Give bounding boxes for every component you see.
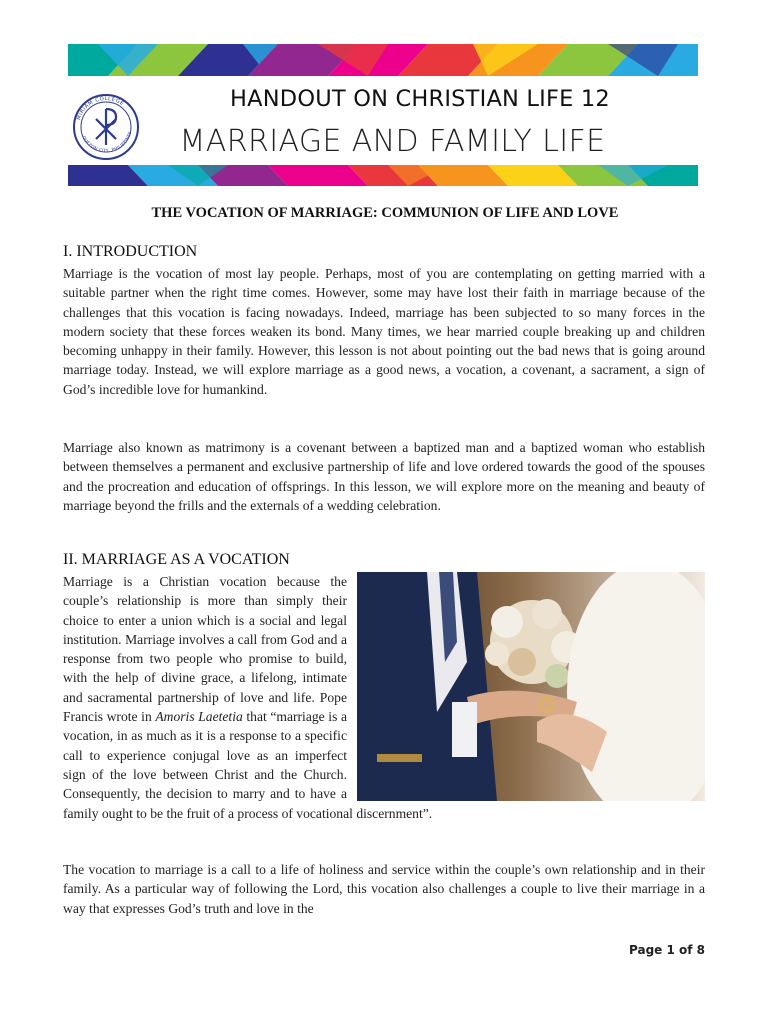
vocation-paragraph-2: The vocation to marriage is a call to a life of holiness and service within the couple’s own relationship and in their family. As a particular way of following the Lord, this vocation also challenges a couple to live their marriage in a way that expresses God’s truth and love in the — [63, 862, 705, 916]
wedding-ring-photo — [357, 572, 705, 801]
intro-paragraph-2: Marriage also known as matrimony is a covenant between a baptized man and a baptized woman who establish between themselves a permanent and exclusive partnership of life and love ordered towards the good of the spouses and the procreation and education of offsprings. In this lesson, we will explore more on the meaning and beauty of marriage beyond the frills and the externals of a wedding celebration. — [63, 440, 705, 513]
header-color-banner-top — [68, 44, 698, 76]
vocation-paragraph-1 — [63, 572, 705, 823]
svg-text:MIRIAM COLLEGE: MIRIAM COLLEGE — [75, 95, 125, 121]
header-color-banner-bottom — [68, 165, 698, 186]
section-heading-introduction: I. INTRODUCTION — [63, 243, 198, 260]
svg-text:QUEZON CITY, PHILIPPINES: QUEZON CITY, PHILIPPINES — [81, 130, 133, 153]
intro-paragraph-1: Marriage is the vocation of most lay people. Perhaps, most of you are contemplating on getting married with a suitable partner when the right time comes. However, some may have lost their faith in marriage because of the challenges that this vocation is facing nowadays. Indeed, marriage has been subjected to so many forces in the modern society that these forces weaken its bond. Many times, we hear married couple breaking up and children becoming unhappy in their family. However, this lesson is not about pointing out the bad news that is going around marriage today. Instead, we will explore marriage as a good news, a vocation, a covenant, a sacrament, a sign of God’s incredible love for humankind. — [63, 266, 705, 397]
topic-title: MARRIAGE AND FAMILY LIFE — [179, 124, 606, 159]
college-seal-logo — [68, 93, 153, 161]
encyclical-title: Amoris Laetetia — [155, 709, 243, 725]
vocation-paragraph-1-text-a: Marriage is a Christian vocation because the couple’s relationship is more than simply their choice to enter a union which is a social and legal institution. Marriage involves a call from God and a response from two people who promise to build, with the help of divine grace, a lifelong, intimate and sacramental partnership of love and life. Pope Francis wrote in — [63, 574, 347, 725]
section-heading-vocation: II. MARRIAGE AS A VOCATION — [63, 551, 290, 568]
vocation-paragraph-1-text-b: that “marriage is a vocation, in as much as it is a response to a specific call to experience conjugal love as an imperfect sign of the love between Christ and the Church. Consequently, the decision to marry and to have a family ought to be the fruit of a process of vocational discernment”. — [63, 709, 433, 821]
page-number: Page 1 of 8 — [629, 943, 705, 957]
document-title: THE VOCATION OF MARRIAGE: COMMUNION OF LIFE AND LOVE — [151, 205, 619, 221]
course-title: HANDOUT ON CHRISTIAN LIFE 12 — [230, 86, 610, 112]
